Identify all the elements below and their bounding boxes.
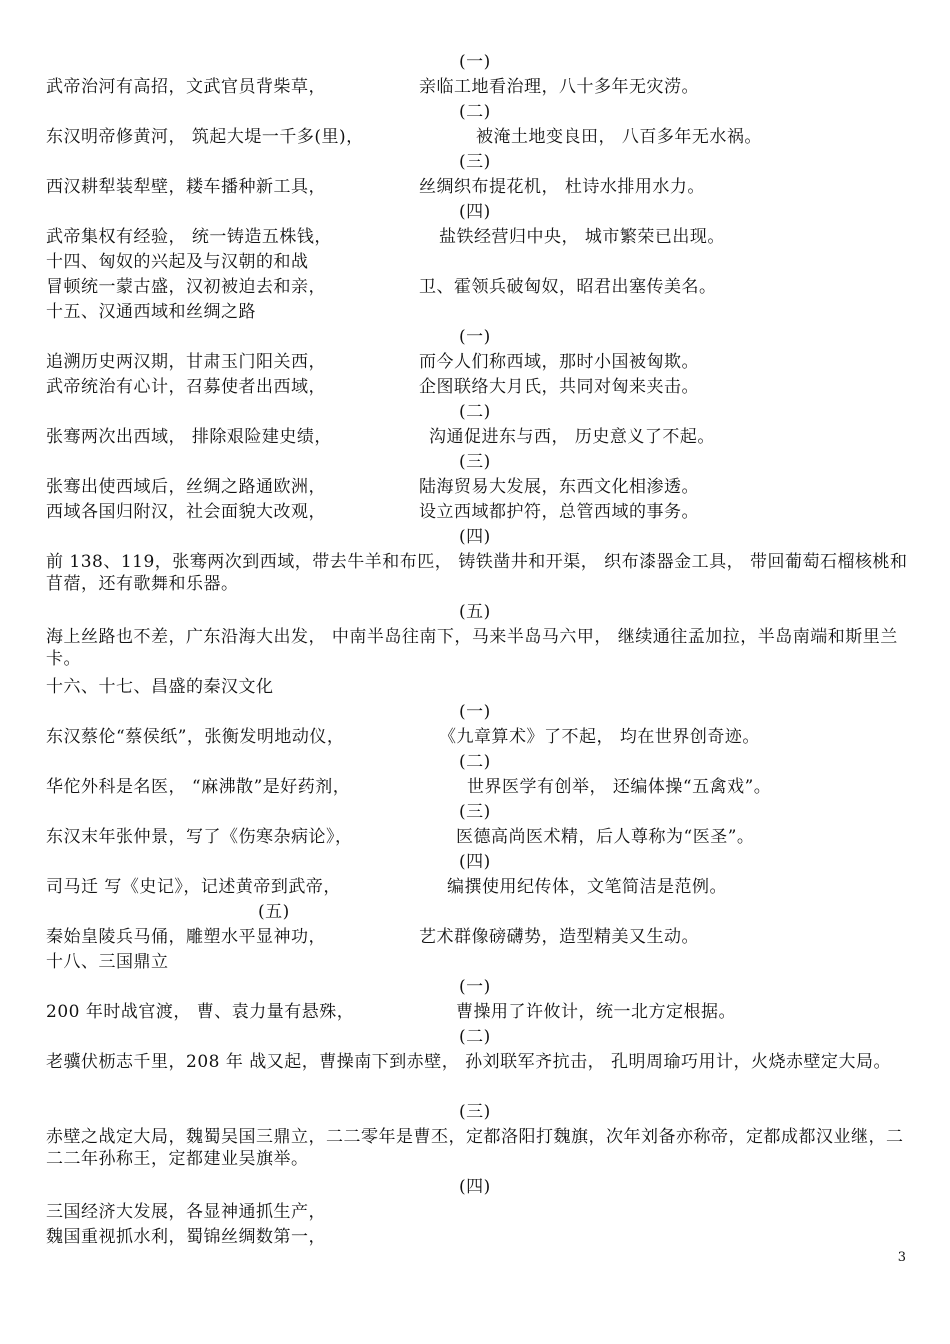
section-marker: (二) — [459, 1027, 491, 1047]
text-line: 司马迁 写《史记》，记述黄帝到武帝， — [46, 877, 341, 897]
text-line: 亲临工地看治理，八十多年无灾涝。 — [419, 77, 699, 97]
section-marker: (一) — [459, 702, 491, 722]
text-line: 追溯历史两汉期，甘肃玉门阳关西， — [46, 352, 326, 372]
text-line: 编撰使用纪传体，文笔简洁是范例。 — [447, 877, 727, 897]
text-line: 冒顿统一蒙古盛，汉初被迫去和亲， — [46, 277, 326, 297]
page-number: 3 — [897, 1250, 906, 1265]
section-marker: (二) — [459, 752, 491, 772]
paragraph: 老骥伏枥志千里，208 年 战又起，曹操南下到赤壁， 孙刘联军齐抗击， 孔明周瑜巧用计，火烧赤壁定大局。 — [46, 1052, 892, 1072]
text-line: 陆海贸易大发展，东西文化相渗透。 — [419, 477, 699, 497]
section-heading: 十八、三国鼎立 — [46, 952, 169, 972]
section-marker: (四) — [459, 1177, 491, 1197]
section-heading: 十六、十七、昌盛的秦汉文化 — [46, 677, 274, 697]
text-line: 秦始皇陵兵马俑，雕塑水平显神功， — [46, 927, 326, 947]
text-line: 武帝集权有经验， 统一铸造五株钱， — [46, 227, 332, 247]
text-line: 武帝统治有心计，召募使者出西域， — [46, 377, 326, 397]
text-line: 而今人们称西域，那时小国被匈欺。 — [419, 352, 699, 372]
section-marker: (三) — [459, 152, 491, 172]
paragraph: 海上丝路也不差，广东沿海大出发， 中南半岛往南下，马来半岛马六甲， 继续通往孟加拉，半岛南端和斯里兰卡。 — [46, 627, 898, 669]
section-marker: (二) — [459, 402, 491, 422]
text-line: 曹操用了许攸计，统一北方定根据。 — [456, 1002, 736, 1022]
text-line: 魏国重视抓水利，蜀锦丝绸数第一， — [46, 1227, 326, 1247]
text-line: 东汉明帝修黄河， 筑起大堤一千多(里)， — [46, 127, 364, 147]
text-line: 设立西域都护符，总管西域的事务。 — [419, 502, 699, 522]
section-marker: (三) — [459, 802, 491, 822]
text-line: 东汉末年张仲景，写了《伤寒杂病论》， — [46, 827, 353, 847]
section-marker: (五) — [459, 602, 491, 622]
section-heading: 十五、汉通西域和丝绸之路 — [46, 302, 256, 322]
section-marker: (一) — [459, 52, 491, 72]
text-line: 三国经济大发展，各显神通抓生产， — [46, 1202, 326, 1222]
text-line: 200 年时战官渡， 曹、袁力量有悬殊， — [46, 1002, 355, 1022]
text-line: 世界医学有创举， 还编体操“五禽戏”。 — [467, 777, 772, 797]
section-marker: (一) — [459, 977, 491, 997]
text-line: 张骞出使西域后，丝绸之路通欧洲， — [46, 477, 326, 497]
text-line: 丝绸织布提花机， 杜诗水排用水力。 — [419, 177, 705, 197]
section-marker: (二) — [459, 102, 491, 122]
section-marker: (四) — [459, 852, 491, 872]
text-line: 盐铁经营归中央， 城市繁荣已出现。 — [439, 227, 725, 247]
text-line: 张骞两次出西域， 排除艰险建史绩， — [46, 427, 332, 447]
text-line: 被淹土地变良田， 八百多年无水祸。 — [476, 127, 762, 147]
section-heading: 十四、匈奴的兴起及与汉朝的和战 — [46, 252, 309, 272]
section-marker: (三) — [459, 452, 491, 472]
text-line: 艺术群像磅礴势，造型精美又生动。 — [419, 927, 699, 947]
text-line: 《九章算术》了不起， 均在世界创奇迹。 — [439, 727, 760, 747]
text-line: 企图联络大月氏，共同对匈来夹击。 — [419, 377, 699, 397]
text-line: 卫、霍领兵破匈奴，昭君出塞传美名。 — [419, 277, 717, 297]
section-marker: (五) — [258, 902, 290, 922]
text-line: 医德高尚医术精，后人尊称为“医圣”。 — [456, 827, 755, 847]
section-marker: (四) — [459, 202, 491, 222]
text-line: 东汉蔡伦“蔡侯纸”，张衡发明地动仪， — [46, 727, 345, 747]
text-line: 西汉耕犁装犁壁，耧车播种新工具， — [46, 177, 326, 197]
text-line: 武帝治河有高招，文武官员背柴草， — [46, 77, 326, 97]
section-marker: (一) — [459, 327, 491, 347]
paragraph: 赤壁之战定大局，魏蜀吴国三鼎立，二二零年是曹丕，定都洛阳打魏旗，次年刘备亦称帝，定都成都汉业继，二二二年孙称王，定都建业吴旗举。 — [46, 1127, 904, 1169]
section-marker: (三) — [459, 1102, 491, 1122]
section-marker: (四) — [459, 527, 491, 547]
paragraph: 前 138、119，张骞两次到西域，带去牛羊和布匹， 铸铁凿井和开渠， 织布漆器金工具， 带回葡萄石榴核桃和苜蓿，还有歌舞和乐器。 — [46, 552, 908, 594]
text-line: 华佗外科是名医， “麻沸散”是好药剂， — [46, 777, 351, 797]
text-line: 西域各国归附汉，社会面貌大改观， — [46, 502, 326, 522]
text-line: 沟通促进东与西， 历史意义了不起。 — [429, 427, 715, 447]
